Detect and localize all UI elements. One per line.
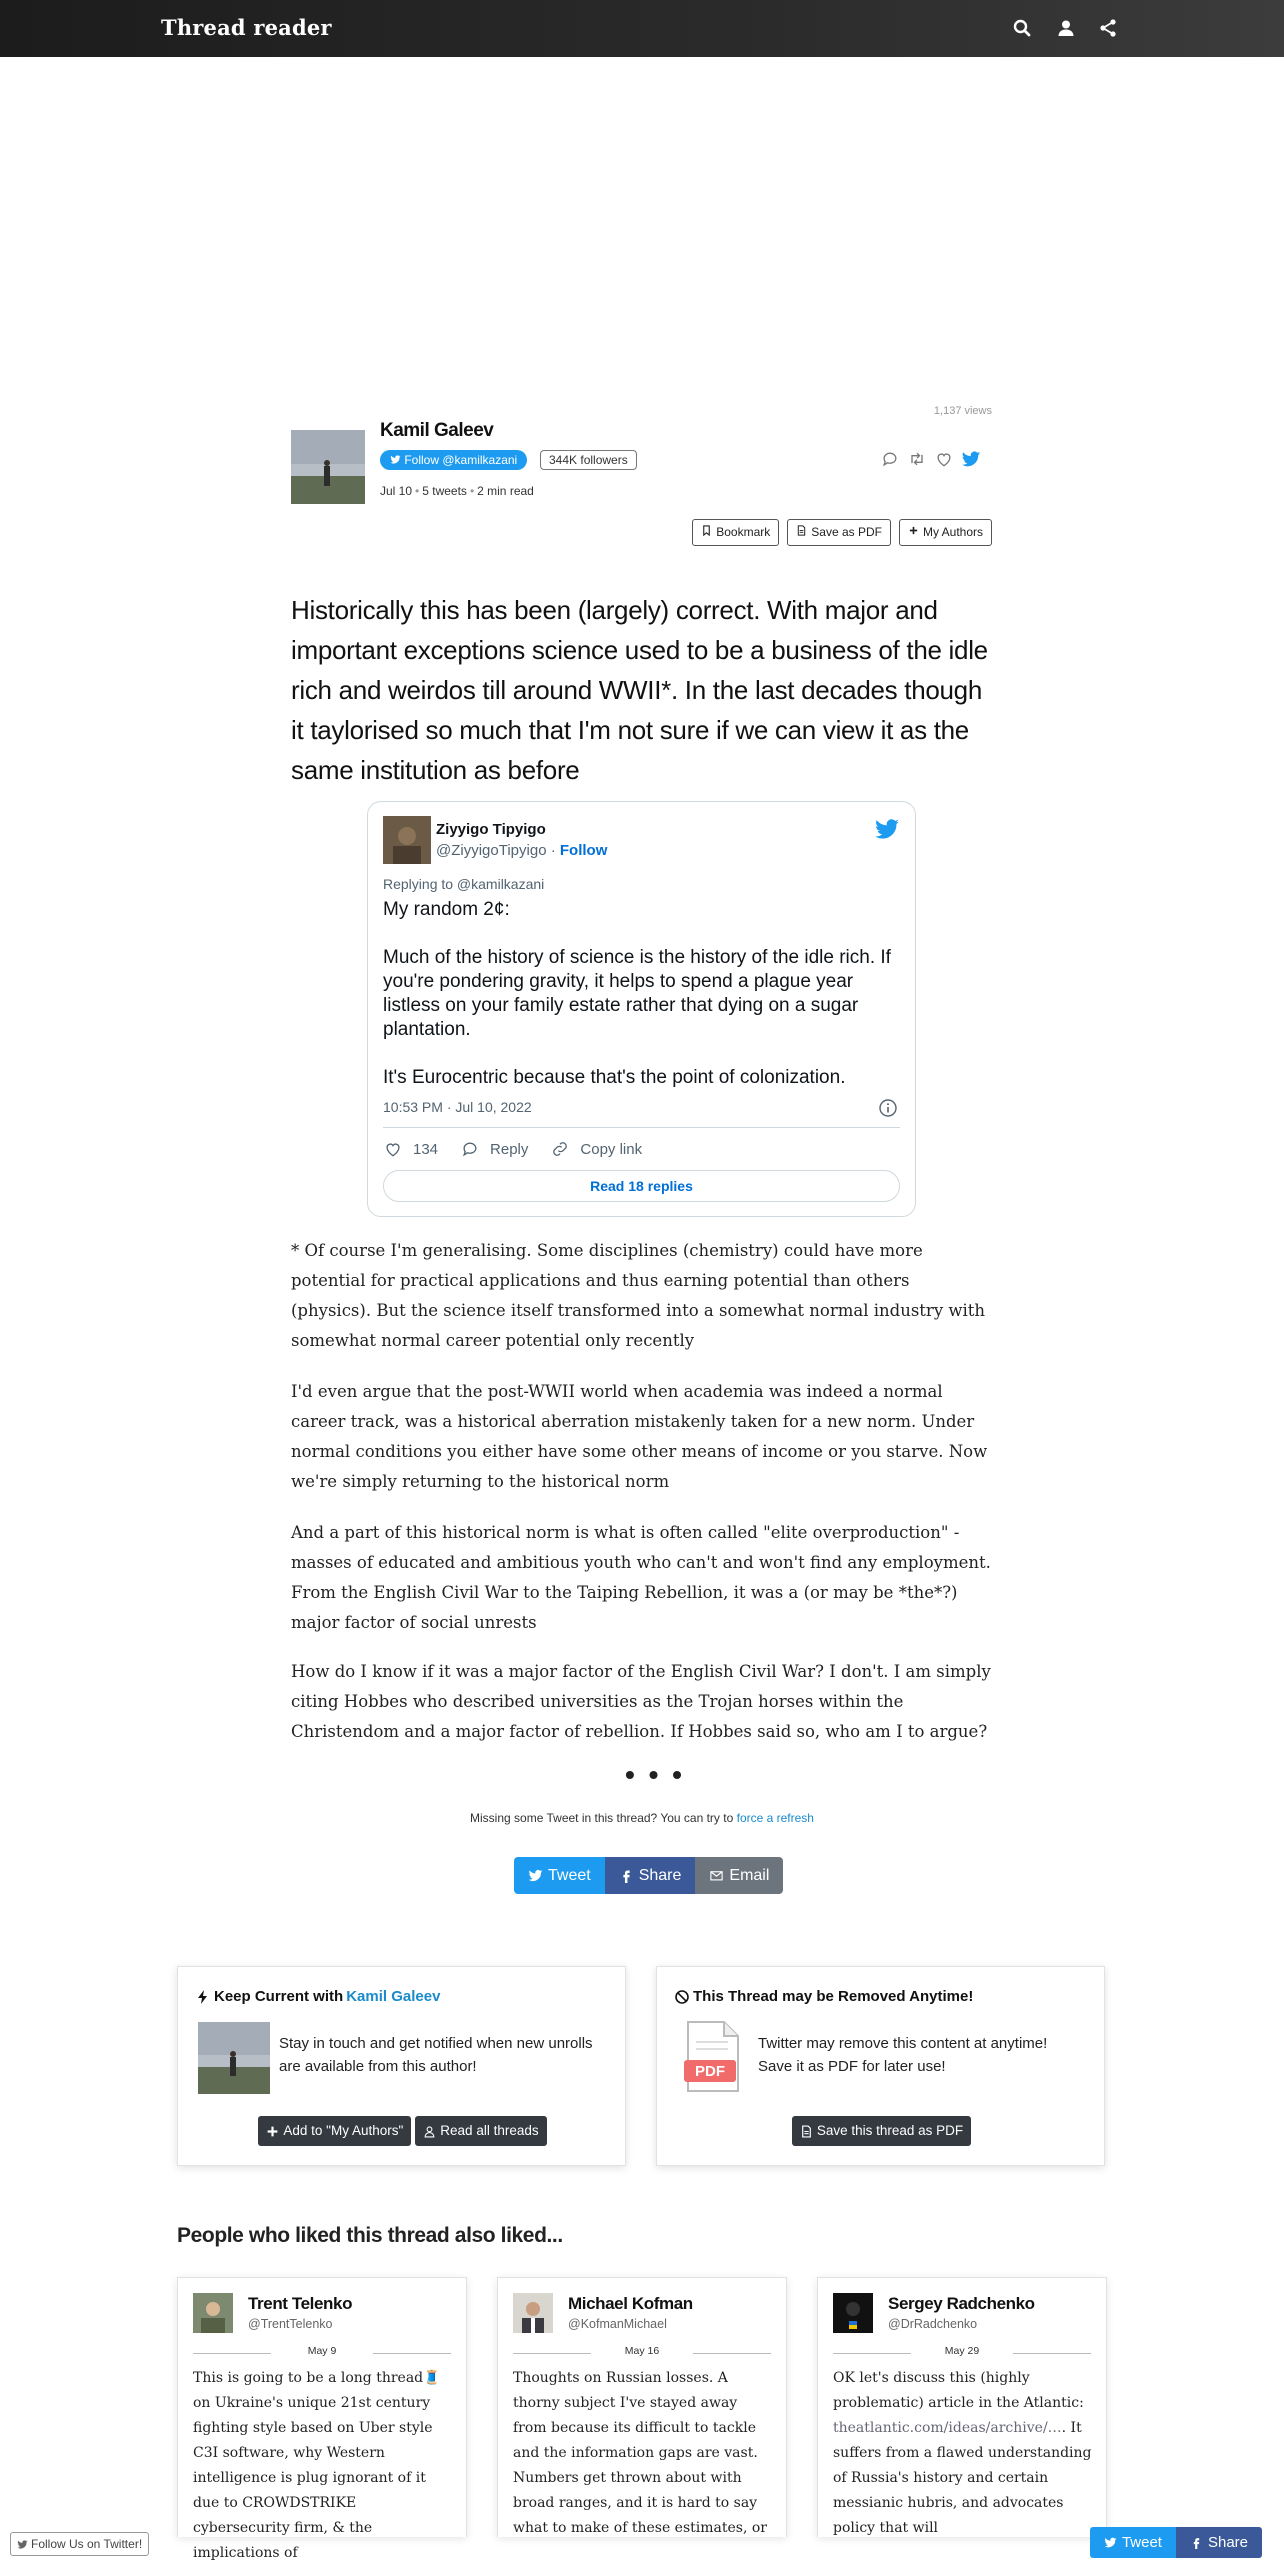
heart-icon [383, 1139, 403, 1159]
info-icon[interactable] [878, 1098, 898, 1118]
pdf-icon [682, 2020, 742, 2095]
twitter-icon [1104, 2536, 1117, 2549]
embed-handle[interactable]: @ZiyyigoTipyigo [436, 842, 547, 859]
related-author-handle: @TrentTelenko [248, 2317, 333, 2331]
tweet-label: Tweet [548, 1867, 591, 1884]
keep-current-prefix: Keep Current with [214, 1988, 344, 2005]
embed-avatar[interactable] [383, 816, 431, 864]
thread-date[interactable]: Jul 10 [380, 484, 413, 498]
file-icon [800, 2125, 813, 2138]
email-share-button[interactable] [695, 1857, 783, 1894]
removed-warning-text: Twitter may remove this content at anytime! Save it as PDF for later use! [758, 2035, 1048, 2075]
retweet-icon[interactable] [907, 449, 927, 469]
embed-separator: · [550, 842, 556, 859]
brand-logo[interactable]: Thread reader [161, 15, 332, 40]
embed-author-name[interactable]: Ziyyigo Tipyigo [436, 821, 546, 838]
view-count: 1,137 views [933, 405, 992, 417]
thread-tweet: * Of course I'm generalising. Some disciplines (chemistry) could have more potential for practical applications and thus earning potential than others (physics). But the science itself transformed into a somewhat normal industry with somewhat normal career potential only recently [291, 1241, 986, 1350]
embed-timestamp[interactable]: 10:53 PM · Jul 10, 2022 [383, 1099, 532, 1115]
like-count: 134 [413, 1140, 439, 1158]
share-buttons [514, 1857, 783, 1894]
read-all-threads-button[interactable] [415, 2116, 546, 2146]
embedded-tweet[interactable] [367, 801, 916, 1217]
related-date: May 29 [833, 2345, 1091, 2357]
thread-action-buttons [692, 519, 992, 546]
search-icon[interactable] [1010, 16, 1034, 40]
tweet-actions [880, 449, 981, 469]
thread-tweet: How do I know if it was a major factor of the English Civil War? I don't. I am simply citing Hobbes who described universities as the Trojan horses within the Christendom and a major factor of rebellion. If Hobbes said so, who am I to argue? [291, 1662, 991, 1741]
ban-icon [674, 1989, 690, 2005]
my-authors-label: My Authors [922, 525, 983, 539]
related-author-handle: @KofmanMichael [568, 2317, 667, 2331]
save-pdf-label: Save as PDF [811, 525, 882, 539]
reply-icon[interactable] [880, 449, 900, 469]
my-authors-button[interactable] [899, 519, 992, 546]
divider [383, 1127, 900, 1128]
tweet-share-button[interactable] [514, 1857, 605, 1894]
removed-warning-card [656, 1966, 1105, 2166]
embed-replying-to: Replying to @kamilkazani [383, 876, 545, 892]
related-author-avatar[interactable] [833, 2293, 873, 2333]
missing-tweet-note [0, 1811, 1284, 1825]
keep-current-title [195, 1988, 440, 2005]
facebook-icon [619, 1868, 634, 1883]
author-name[interactable]: Kamil Galeev [380, 420, 494, 441]
thread-meta: Jul 10 • 5 tweets • 2 min read [380, 484, 534, 498]
related-thread-card[interactable] [177, 2277, 467, 2561]
thread-lead-tweet: Historically this has been (largely) correct. With major and important exceptions science used to be a business of the idle rich and weirdos till around WWII*. In the last decades though it taylorised so much that I'm not sure if we can view it as the same institution as before [291, 595, 988, 785]
facebook-share-button[interactable] [605, 1857, 696, 1894]
related-text: Thoughts on Russian losses. A thorny subject I've stayed away from because its difficult to tackle and the information gaps are vast. Numbers get thrown about with broad ranges, and it is hard to say what to make of these estimates, or [513, 2370, 767, 2536]
follow-us-button[interactable] [10, 2532, 149, 2556]
link-icon [550, 1139, 570, 1159]
file-icon [796, 520, 807, 545]
removed-warning-title [674, 1988, 973, 2005]
author-avatar[interactable] [198, 2022, 270, 2094]
add-to-my-authors-button[interactable] [258, 2116, 411, 2146]
bottom-share-label: Share [1207, 2534, 1248, 2551]
missing-text: Missing some Tweet in this thread? You can try to [470, 1811, 737, 1825]
read-all-threads-label: Read all threads [440, 2123, 539, 2138]
bolt-icon [195, 1989, 211, 2005]
save-thread-pdf-button[interactable] [792, 2116, 971, 2146]
user-icon [423, 2125, 436, 2138]
add-to-my-authors-label: Add to "My Authors" [283, 2123, 404, 2138]
twitter-bird-icon[interactable] [874, 816, 900, 842]
related-author-avatar[interactable] [513, 2293, 553, 2333]
embed-author-handle [436, 842, 607, 859]
related-author-handle: @DrRadchenko [888, 2317, 978, 2331]
copy-link-label: Copy link [580, 1140, 643, 1158]
keep-current-author-link[interactable]: Kamil Galeev [346, 1988, 441, 2005]
author-avatar[interactable] [291, 430, 365, 504]
plus-icon [266, 2125, 279, 2138]
removed-warning-title-text: This Thread may be Removed Anytime! [693, 1988, 974, 2005]
removed-warning-buttons [657, 2116, 1106, 2146]
embed-like-button[interactable] [383, 1139, 438, 1159]
related-author-name[interactable]: Trent Telenko [248, 2294, 353, 2313]
also-liked-heading: People who liked this thread also liked... [177, 2224, 563, 2247]
thread-tweet: And a part of this historical norm is what is often called "elite overproduction" - masses of educated and ambitious youth who can't and won't find any employment. From the English Civil War to the Taiping Rebellion, it was a (or may be *the*?) major factor of social unrests [291, 1523, 991, 1632]
share-label: Share [638, 1867, 682, 1884]
reply-label: Reply [490, 1140, 529, 1158]
keep-current-text: Stay in touch and get notified when new unrolls are available from this author! [279, 2035, 593, 2075]
bookmark-button[interactable] [692, 519, 779, 546]
follow-button-label: Follow @kamilkazani [404, 453, 518, 467]
plus-icon [908, 520, 919, 545]
bookmark-icon [701, 520, 712, 545]
email-label: Email [729, 1867, 770, 1884]
related-thread-card[interactable] [817, 2277, 1107, 2537]
related-text-after: . It suffers from a flawed understanding of Russia's history and certain messianic hubris, and advocates policy that will [833, 2420, 1092, 2536]
related-text-before: OK let's discuss this (highly problematic) article in the Atlantic: [833, 2370, 1084, 2411]
pdf-icon-label: PDF [695, 2063, 725, 2080]
related-thread-card[interactable] [497, 2277, 787, 2537]
twitter-bird-icon [390, 453, 404, 467]
envelope-icon [709, 1868, 724, 1883]
bottom-share-button[interactable] [1176, 2527, 1262, 2558]
embed-reply-button[interactable] [460, 1139, 528, 1159]
twitter-icon [528, 1868, 543, 1883]
share-icon[interactable] [1096, 16, 1120, 40]
twitter-icon[interactable] [961, 449, 981, 469]
related-link[interactable]: theatlantic.com/ideas/archive/… [833, 2420, 1062, 2436]
embed-follow-link[interactable]: Follow [559, 842, 608, 859]
read-replies-button[interactable]: Read 18 replies [383, 1170, 900, 1202]
embed-actions [383, 1139, 642, 1159]
read-time: 2 min read [477, 484, 534, 498]
embed-copy-link-button[interactable] [550, 1139, 642, 1159]
follow-button[interactable] [380, 450, 527, 470]
bottom-tweet-label: Tweet [1121, 2534, 1162, 2551]
thread-tweet: I'd even argue that the post-WWII world when academia was indeed a normal career track, was a historical aberration mistakenly taken for a new norm. Under normal conditions you either have some other means of income or you starve. Now we're simply returning to the historical norm [291, 1382, 988, 1491]
related-date: May 16 [513, 2345, 771, 2357]
facebook-icon [1190, 2536, 1203, 2549]
bottom-share-buttons [1090, 2527, 1262, 2558]
bookmark-label: Bookmark [716, 525, 771, 539]
thread-end-ellipsis: • • • [625, 1759, 685, 1790]
user-icon[interactable] [1054, 16, 1078, 40]
related-date: May 9 [193, 2345, 451, 2357]
tweet-count: 5 tweets [422, 484, 467, 498]
save-pdf-button[interactable] [787, 519, 891, 546]
bottom-tweet-button[interactable] [1090, 2527, 1176, 2558]
embed-tweet-text: My random 2¢: Much of the history of science is the history of the idle rich. If you're pondering gravity, it helps to spend a plague year listless on your family estate rather that dying on a sugar plantation. It's Eurocentric because that's the point of colonization. [383, 899, 891, 1088]
keep-current-card [177, 1966, 626, 2166]
related-text: This is going to be a long thread🧵 on Ukraine's unique 21st century fighting style based on Uber style C3I software, why Western intelligence is plug ignorant of it due to CROWDSTRIKE cybersecurity firm, & the implications of [193, 2370, 441, 2561]
follow-us-label: Follow Us on Twitter! [31, 2537, 143, 2551]
twitter-icon [17, 2539, 28, 2550]
reply-icon [460, 1139, 480, 1159]
related-author-avatar[interactable] [193, 2293, 233, 2333]
followers-badge: 344K followers [540, 450, 637, 470]
related-author-name[interactable]: Michael Kofman [568, 2294, 693, 2313]
save-thread-pdf-label: Save this thread as PDF [816, 2123, 964, 2138]
force-refresh-link[interactable]: force a refresh [736, 1811, 814, 1825]
related-author-name[interactable]: Sergey Radchenko [888, 2294, 1035, 2313]
keep-current-buttons [178, 2116, 627, 2146]
related-text [833, 2366, 1095, 2541]
top-navbar [0, 0, 1284, 57]
like-icon[interactable] [934, 449, 954, 469]
